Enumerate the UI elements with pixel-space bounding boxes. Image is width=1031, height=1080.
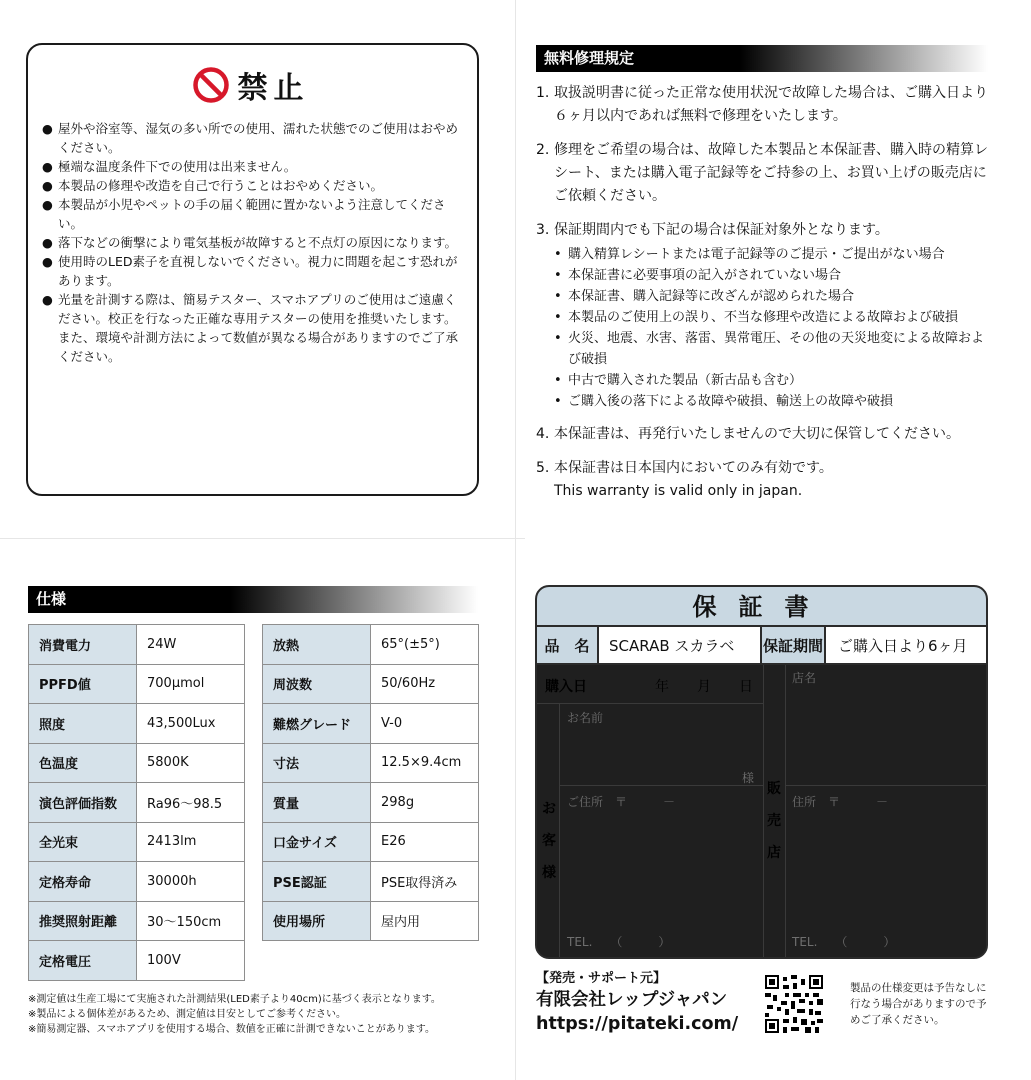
repair-item-text-en: This warranty is valid only in japan. xyxy=(554,483,803,499)
year-label: 年 xyxy=(655,679,669,695)
prohibition-list xyxy=(42,119,459,366)
spec-key: 消費電力 xyxy=(29,625,137,665)
spec-key: 口金サイズ xyxy=(263,822,371,862)
spec-value: 43,500Lux xyxy=(137,704,245,744)
prohibition-header xyxy=(42,59,459,111)
repair-exclusion-item: • 中古で購入された製品（新古品も含む） xyxy=(554,370,996,391)
repair-item-number: 1. xyxy=(536,85,550,101)
spec-key: PPFD値 xyxy=(29,664,137,704)
repair-item-number: 5. xyxy=(536,460,550,476)
spec-row xyxy=(29,822,245,862)
spec-row xyxy=(263,783,479,823)
repair-item xyxy=(536,457,996,503)
repair-item-text: 取扱説明書に従った正常な使用状況で故障した場合は、ご購入日より６ヶ月以内であれば無料で修理をいたします。 xyxy=(554,85,988,124)
repair-item xyxy=(536,219,996,412)
spec-key: 寸法 xyxy=(263,743,371,783)
spec-key: 演色評価指数 xyxy=(29,783,137,823)
spec-row xyxy=(263,704,479,744)
spec-key: 定格寿命 xyxy=(29,862,137,902)
repair-exclusion-item: • 本保証書、購入記録等に改ざんが認められた場合 xyxy=(554,286,996,307)
repair-exclusion-item: • ご購入後の落下による故障や破損、輸送上の故障や破損 xyxy=(554,391,996,412)
spec-key: 周波数 xyxy=(263,664,371,704)
spec-key: 放熱 xyxy=(263,625,371,665)
day-label: 日 xyxy=(739,679,753,695)
repair-rules xyxy=(536,82,996,514)
shop-char-3: 店 xyxy=(767,845,781,861)
footer-note: 製品の仕様変更は予告なしに行なう場合がありますので予めご了承ください。 xyxy=(850,982,987,1026)
sama-label: 様 xyxy=(742,771,755,785)
address-label: ご住所 〒 － xyxy=(567,795,676,809)
spec-row xyxy=(29,862,245,902)
company-name: 有限会社レップジャパン xyxy=(536,990,728,1010)
customer-label xyxy=(542,793,556,889)
shop-divider xyxy=(785,665,786,957)
name-label: お名前 xyxy=(567,711,604,725)
customer-char-1: お xyxy=(542,801,556,817)
shop-char-1: 販 xyxy=(767,781,781,797)
repair-item xyxy=(536,82,996,128)
spec-value: 12.5×9.4cm xyxy=(371,743,479,783)
shop-char-2: 売 xyxy=(767,813,781,829)
spec-row xyxy=(263,822,479,862)
spec-key: 照度 xyxy=(29,704,137,744)
repair-item-text: 本保証書は日本国内においてのみ有効です。 xyxy=(554,460,833,476)
footer-seller xyxy=(536,970,766,1036)
spec-key: 色温度 xyxy=(29,743,137,783)
spec-row xyxy=(29,901,245,941)
spec-row xyxy=(29,664,245,704)
spec-value: 屋内用 xyxy=(371,901,479,941)
spec-note: ※簡易測定器、スマホアプリを使用する場合、数値を正確に計測できないことがあります。 xyxy=(28,1024,435,1035)
period-label: 保証期間 xyxy=(762,627,826,663)
spec-value: 298g xyxy=(371,783,479,823)
spec-row xyxy=(263,901,479,941)
row-divider xyxy=(537,703,763,704)
spec-row xyxy=(29,783,245,823)
repair-exclusion-item: • 本保証書に必要事項の記入がされていない場合 xyxy=(554,265,996,286)
product-label: 品 名 xyxy=(537,627,599,663)
repair-item-number: 2. xyxy=(536,142,550,158)
product-value: SCARAB スカラベ xyxy=(599,627,762,663)
shop-name-divider xyxy=(785,785,988,786)
shop-tel-label: TEL. （ ） xyxy=(792,935,896,949)
spec-row xyxy=(29,941,245,981)
company-url[interactable]: https://pitateki.com/ xyxy=(536,1014,739,1034)
repair-section-header xyxy=(536,45,988,72)
spec-row xyxy=(263,625,479,665)
prohibition-item: ● 落下などの衝撃により電気基板が故障すると不点灯の原因になります。 xyxy=(42,233,459,252)
spec-row xyxy=(29,625,245,665)
name-divider xyxy=(559,785,763,786)
spec-key: 質量 xyxy=(263,783,371,823)
spec-key: 使用場所 xyxy=(263,901,371,941)
spec-value: 24W xyxy=(137,625,245,665)
prohibition-item: ● 本製品が小児やペットの手の届く範囲に置かないよう注意してください。 xyxy=(42,195,459,233)
warranty-title: 保証書 xyxy=(537,587,986,627)
seller-label: 【発売・サポート元】 xyxy=(536,971,667,986)
spec-row xyxy=(29,743,245,783)
purchase-date-label: 購入日 xyxy=(545,679,587,695)
spec-key: 全光束 xyxy=(29,822,137,862)
spec-key: 難燃グレード xyxy=(263,704,371,744)
customer-divider xyxy=(559,703,560,957)
qr-code-icon[interactable] xyxy=(765,975,823,1033)
spec-value: 100V xyxy=(137,941,245,981)
spec-value: 30000h xyxy=(137,862,245,902)
prohibition-box xyxy=(26,43,479,496)
repair-item-text: 保証期間内でも下記の場合は保証対象外となります。 xyxy=(554,222,889,238)
period-value: ご購入日より6ヶ月 xyxy=(838,636,968,655)
repair-item-text: 本保証書は、再発行いたしませんので大切に保管してください。 xyxy=(554,426,960,442)
page-divider-vertical xyxy=(515,0,516,1080)
warranty-form-area xyxy=(537,665,986,957)
spec-row xyxy=(29,704,245,744)
spec-note: ※測定値は生産工場にて実施された計測結果(LED素子より40cm)に基づく表示となります。 xyxy=(28,994,441,1005)
spec-key: 推奨照射距離 xyxy=(29,901,137,941)
repair-exclusion-item: • 火災、地震、水害、落雷、異常電圧、その他の天災地変による故障および破損 xyxy=(554,328,996,370)
spec-value: PSE取得済み xyxy=(371,862,479,902)
prohibition-item: ● 光量を計測する際は、簡易テスター、スマホアプリのご使用はご遠慮ください。校正を行なった正確な専用テスターの使用を推奨いたします。また、環境や計測方法によって数値が異なる場合がありますのでご了承ください。 xyxy=(42,290,459,366)
prohibit-icon xyxy=(192,66,230,104)
prohibition-item: ● 本製品の修理や改造を自己で行うことはおやめください。 xyxy=(42,176,459,195)
spec-table-left xyxy=(28,624,245,981)
spec-value: 700μmol xyxy=(137,664,245,704)
month-label: 月 xyxy=(697,679,711,695)
spec-key: 定格電圧 xyxy=(29,941,137,981)
repair-title: 無料修理規定 xyxy=(544,49,635,67)
spec-row xyxy=(263,862,479,902)
spec-table-right xyxy=(262,624,479,941)
shop-address-label: 住所 〒 － xyxy=(792,795,889,809)
customer-char-2: 客 xyxy=(542,833,556,849)
spec-value: V-0 xyxy=(371,704,479,744)
shop-name-label: 店名 xyxy=(792,671,817,685)
page-divider-horizontal xyxy=(0,538,525,539)
column-divider xyxy=(763,665,764,957)
repair-item-number: 3. xyxy=(536,222,550,238)
spec-value: 5800K xyxy=(137,743,245,783)
spec-value: E26 xyxy=(371,822,479,862)
prohibition-item: ● 使用時のLED素子を直視しないでください。視力に問題を起こす恐れがあります。 xyxy=(42,252,459,290)
repair-exclusion-list xyxy=(536,244,996,412)
spec-note: ※製品による個体差があるため、測定値は目安としてご参考ください。 xyxy=(28,1009,346,1020)
prohibition-item: ● 屋外や浴室等、湿気の多い所での使用、濡れた状態でのご使用はおやめください。 xyxy=(42,119,459,157)
repair-item xyxy=(536,139,996,208)
spec-value: Ra96〜98.5 xyxy=(137,783,245,823)
repair-item-text: 修理をご希望の場合は、故障した本製品と本保証書、購入時の精算レシート、または購入電子記録等をご持参の上、お買い上げの販売店にご依頼ください。 xyxy=(554,142,988,204)
spec-key: PSE認証 xyxy=(263,862,371,902)
repair-exclusion-item: • 購入精算レシートまたは電子記録等のご提示・ご提出がない場合 xyxy=(554,244,996,265)
spec-section-header xyxy=(28,586,478,613)
warranty-card xyxy=(535,585,988,959)
spec-row xyxy=(263,664,479,704)
repair-exclusion-item: • 本製品のご使用上の誤り、不当な修理や改造による故障および破損 xyxy=(554,307,996,328)
spec-value: 2413lm xyxy=(137,822,245,862)
spec-title: 仕様 xyxy=(36,590,67,608)
spec-value: 50/60Hz xyxy=(371,664,479,704)
customer-char-3: 様 xyxy=(542,865,556,881)
shop-label xyxy=(767,773,781,869)
spec-notes xyxy=(28,992,508,1037)
warranty-product-row xyxy=(537,627,986,665)
spec-value: 30〜150cm xyxy=(137,901,245,941)
tel-label: TEL. （ ） xyxy=(567,935,671,949)
prohibition-item: ● 極端な温度条件下での使用は出来ません。 xyxy=(42,157,459,176)
repair-item-number: 4. xyxy=(536,426,550,442)
spec-value: 65°(±5°) xyxy=(371,625,479,665)
repair-item xyxy=(536,423,996,446)
prohibition-title: 禁止 xyxy=(237,71,310,106)
spec-row xyxy=(263,743,479,783)
